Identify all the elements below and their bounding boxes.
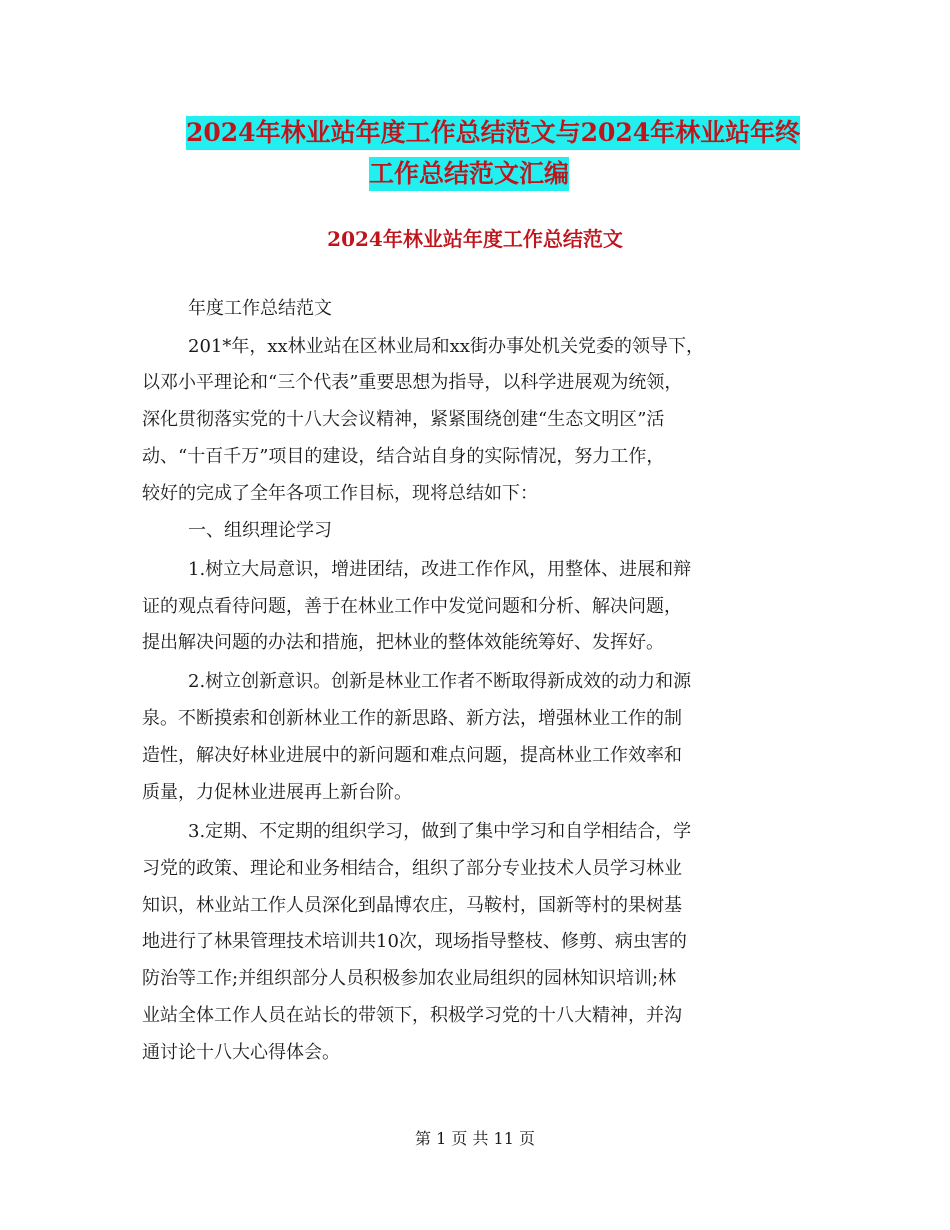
page-footer: 第 1 页 共 11 页 [415,1129,535,1148]
document-title-line-2 [369,154,569,190]
text-line: 201*年，xx林业站在区林业局和xx街办事处机关党委的领导下， [188,336,704,357]
text-line: 通讨论十八大心得体会。 [142,1042,340,1063]
document-title-line-1 [186,113,800,149]
text-line: 以邓小平理论和“三个代表”重要思想为指导，以科学进展观为统领， [142,372,683,393]
text-line: 2.树立创新意识。创新是林业工作者不断取得新成效的动力和源 [188,671,692,692]
text-line: 习党的政策、理论和业务相结合，组织了部分专业技术人员学习林业 [142,858,682,879]
text-line: 提出解决问题的办法和措施，把林业的整体效能统筹好、发挥好。 [142,632,664,653]
text-line: 证的观点看待问题，善于在林业工作中发觉问题和分析、解决问题， [142,596,682,617]
text-line: 一、组织理论学习 [188,520,332,541]
text-line: 造性，解决好林业进展中的新问题和难点问题，提高林业工作效率和 [142,745,682,766]
title-highlight: 2024年林业站年度工作总结范文与2024年林业站年终 [186,116,800,150]
text-line: 3.定期、不定期的组织学习，做到了集中学习和自学相结合，学 [188,821,692,842]
title-highlight: 工作总结范文汇编 [369,157,569,191]
text-line: 知识，林业站工作人员深化到晶博农庄，马鞍村，国新等村的果树基 [142,895,682,916]
text-line: 1.树立大局意识，增进团结，改进工作作风，用整体、进展和辩 [188,559,692,580]
text-line: 年度工作总结范文 [188,298,332,319]
text-line: 业站全体工作人员在站长的带领下，积极学习党的十八大精神，并沟 [142,1005,682,1026]
text-line: 较好的完成了全年各项工作目标，现将总结如下： [142,483,538,504]
text-line: 深化贯彻落实党的十八大会议精神，紧紧围绕创建“生态文明区”活 [142,409,665,430]
section-title: 2024年林业站年度工作总结范文 [327,227,623,251]
text-line: 泉。不断摸索和创新林业工作的新思路、新方法，增强林业工作的制 [142,708,682,729]
text-line: 质量，力促林业进展再上新台阶。 [142,782,412,803]
text-line: 地进行了林果管理技术培训共10次，现场指导整枝、修剪、病虫害的 [142,931,687,952]
text-line: 动、“十百千万”项目的建设，结合站自身的实际情况，努力工作， [142,446,665,467]
text-line: 防治等工作;并组织部分人员积极参加农业局组织的园林知识培训;林 [142,968,677,989]
